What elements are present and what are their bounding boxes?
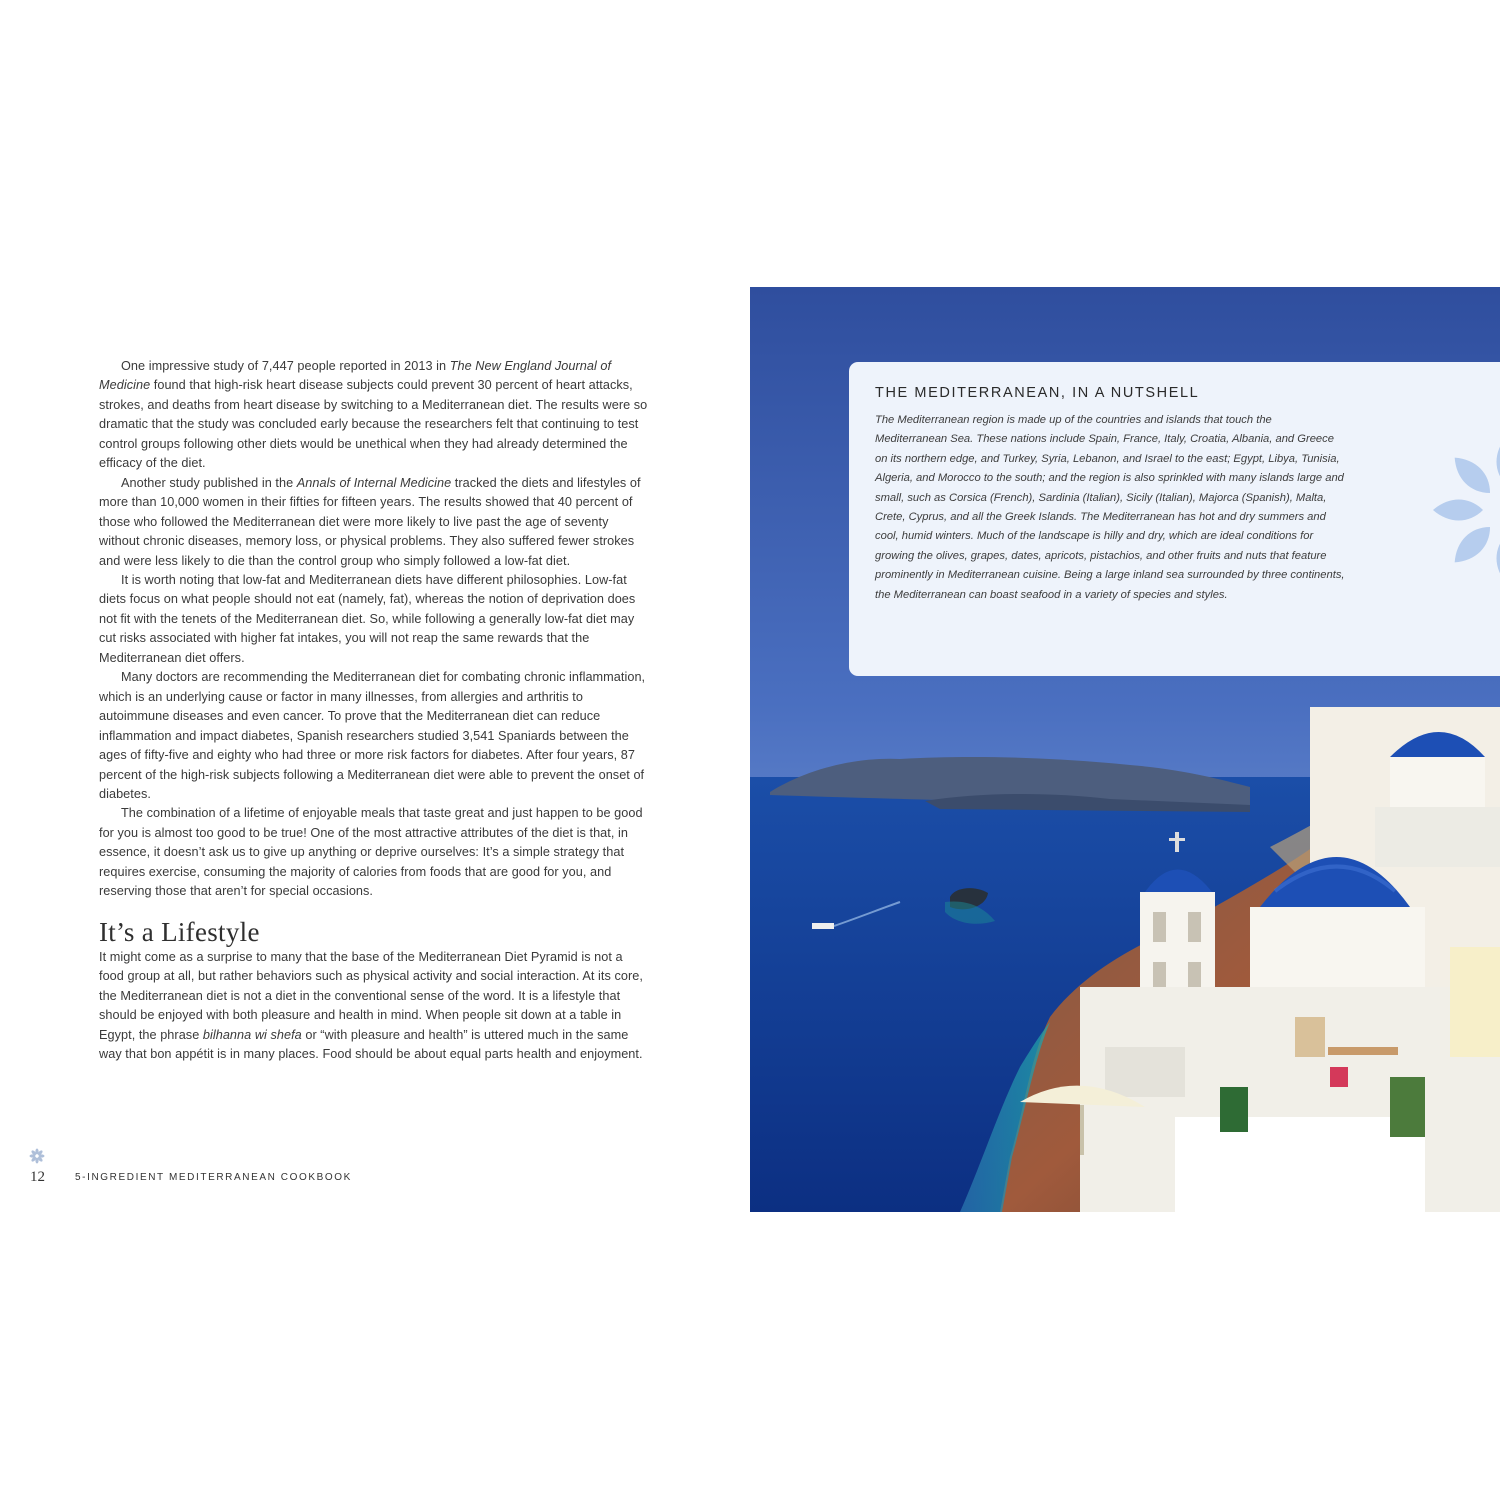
paragraph-4: Many doctors are recommending the Mediterranean diet for combating chronic inflammation, which is an underlying cause or factor in many illnesses, from allergies and arthritis to autoimmune diseases and even cancer. To prove that the Mediterranean diet can reduce inflammation and impact diabetes, Spanish researchers studied 3,541 Spaniards between the ages of fifty-five and eighty who had three or more risk factors for diabetes. After four years, 87 percent of the high-risk subjects following a Mediterranean diet were able to prevent the onset of diabetes. [99,670,646,801]
paragraph-2: Another study published in the Annals of Internal Medicine tracked the diets and lifestyles of more than 10,000 women in their fifties for fifteen years. The results showed that 40 percent of those who followed the Mediterranean diet were more likely to live past the age of seventy without chronic diseases, memory loss, or physical problems. They also suffered fewer strokes and were less likely to die than the control group who simply followed a low-fat diet. [99,475,641,568]
sidebar-text: The Mediterranean region is made up of the countries and islands that touch the Mediterranean Sea. These nations include Spain, France, Italy, Croatia, Albania, and Greece on its northern edge, and Turkey, Syria, Lebanon, and Israel to the east; Egypt, Libya, Tunisia, Algeria, and Morocco to the south; and the region is also sprinkled with many islands large and small, such as Corsica (French), Sardinia (Italian), Sicily (Italian), Majorca (Spanish), Malta, Crete, Cyprus, and all the Greek Islands. The Mediterranean has hot and dry summers and cool, humid winters. Much of the landscape is hilly and dry, which are ideal conditions for growing the olives, grapes, dates, apricots, pistachios, and other fruits and nuts that feature prominently in Mediterranean cuisine. Being a large inland sea surrounded by three continents, the Mediterranean can boast seafood in a variety of species and styles. [875,414,1345,601]
section-paragraph: It might come as a surprise to many that the base of the Mediterranean Diet Pyramid is not a food group at all, but rather behaviors such as physical activity and social interaction. At its core, the Mediterranean diet is not a diet in the conventional sense of the word. It is a lifestyle that should be enjoyed with both pleasure and health in mind. When people sit down at a table in Egypt, the phrase bilhanna wi shefa or “with pleasure and health” is uttered much in the same way that bon appétit is in many places. Food should be about equal parts health and enjoyment. [99,949,643,1061]
flower-decoration-icon [1415,426,1500,594]
section-heading: It’s a Lifestyle [99,916,260,947]
paragraph-5: The combination of a lifetime of enjoyable meals that taste great and just happen to be good for you is almost too good to be true! One of the most attractive attributes of the diet is that, in essence, it doesn’t ask us to give up anything or deprive ourselves: It’s a simple strategy that requires exercise, consuming the majority of calories from foods that are good for you, and reserving those that aren’t for special occasions. [99,806,643,899]
sidebar-title: THE MEDITERRANEAN, IN A NUTSHELL [875,385,1200,401]
flower-ornament-icon [29,1148,45,1164]
paragraph-3: It is worth noting that low-fat and Mediterranean diets have different philosophies. Low-fat diets focus on what people should not eat (namely, fat), whereas the notion of deprivation does not fit with the tenets of the Mediterranean diet. So, while following a generally low-fat diet may cut risks associated with higher fat intakes, you will not reap the same rewards that the Mediterranean diet offers. [99,572,636,665]
running-title: 5-INGREDIENT MEDITERRANEAN COOKBOOK [75,1172,352,1183]
paragraph-1: One impressive study of 7,447 people reported in 2013 in The New England Journal of Medicine found that high-risk heart disease subjects could prevent 30 percent of heart attacks, strokes, and deaths from heart disease by switching to a Mediterranean diet. The results were so dramatic that the study was concluded early because the researchers felt that continuing to test control groups following other diets would be unethical when they had already determined the efficacy of the diet. [99,359,648,471]
body-text [99,357,651,1064]
sidebar-box [849,362,1500,676]
page-number: 12 [30,1169,45,1185]
